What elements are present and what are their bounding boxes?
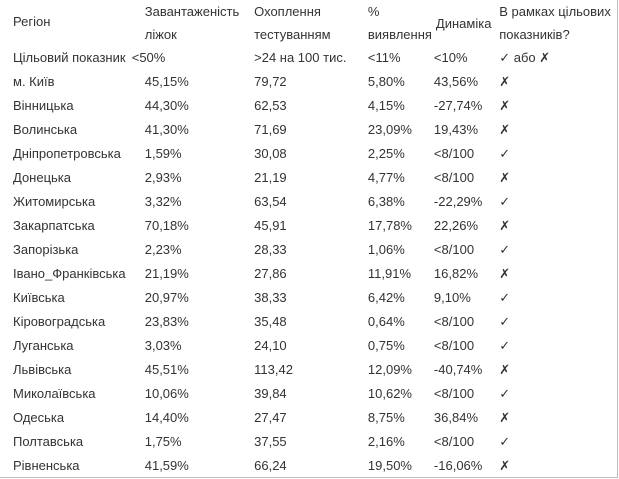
target-label: Цільовий показник (13, 50, 126, 65)
cell-testing: 66,24 (254, 458, 287, 473)
cell-dynamics: 16,82% (433, 266, 479, 281)
cell-testing: 39,84 (254, 386, 287, 401)
cell-region: м. Київ (13, 74, 55, 89)
cell-target: ✓ (499, 338, 511, 353)
cell-region: Рівненська (13, 458, 80, 473)
cell-region: Закарпатська (13, 218, 95, 233)
table-row (0, 454, 617, 478)
cell-region: Кіровоградська (13, 314, 106, 329)
cell-region: Житомирська (13, 194, 96, 209)
cell-region: Запорізька (13, 242, 79, 257)
cell-testing: 113,42 (254, 362, 293, 377)
table-row (0, 142, 617, 166)
table-row (0, 118, 617, 142)
cell-region: Миколаївська (13, 386, 96, 401)
cell-region: Донецька (13, 170, 72, 185)
cell-region: Київська (13, 290, 65, 305)
cell-detection: 10,62% (367, 386, 412, 401)
cell-region: Дніпропетровська (13, 146, 121, 161)
header-dynamics: Динаміка (435, 16, 492, 31)
cell-dynamics: <8/100 (433, 242, 475, 257)
table-row (0, 238, 617, 262)
table-row (0, 190, 617, 214)
table-row (0, 406, 617, 430)
table-row (0, 94, 617, 118)
cell-region: Івано_Франківська (13, 266, 126, 281)
cell-detection: 6,38% (367, 194, 405, 209)
cell-beds: 21,19% (144, 266, 189, 281)
table-row (0, 166, 617, 190)
target-row (0, 46, 617, 70)
cell-beds: 3,03% (144, 338, 182, 353)
cell-dynamics: <8/100 (433, 146, 475, 161)
cell-testing: 24,10 (254, 338, 287, 353)
cell-region: Львівська (13, 362, 72, 377)
cell-region: Одеська (13, 410, 65, 425)
cell-region: Луганська (13, 338, 74, 353)
cell-target: ✓ (499, 146, 511, 161)
table-row (0, 430, 617, 454)
cell-beds: 70,18% (144, 218, 189, 233)
cell-dynamics: 43,56% (433, 74, 479, 89)
cell-target: ✗ (499, 122, 511, 137)
cell-target: ✗ (499, 74, 511, 89)
cell-testing: 62,53 (254, 98, 287, 113)
header-row (0, 0, 617, 46)
cell-target: ✓ (499, 314, 511, 329)
header-region: Регіон (13, 14, 51, 29)
cell-testing: 71,69 (254, 122, 287, 137)
cell-target: ✗ (499, 218, 511, 233)
cell-target: ✓ (499, 434, 511, 449)
cell-testing: 35,48 (254, 314, 287, 329)
cell-testing: 38,33 (254, 290, 287, 305)
cell-testing: 27,47 (254, 410, 287, 425)
target-check: ✓ або ✗ (499, 50, 551, 65)
cell-dynamics: <8/100 (433, 386, 475, 401)
cell-beds: 10,06% (144, 386, 189, 401)
cell-target: ✗ (499, 458, 511, 473)
cell-dynamics: -22,29% (433, 194, 483, 209)
table-row (0, 334, 617, 358)
table-row (0, 214, 617, 238)
cell-dynamics: -27,74% (433, 98, 483, 113)
cell-region: Волинська (13, 122, 78, 137)
cell-detection: 4,15% (367, 98, 405, 113)
cell-target: ✓ (499, 386, 511, 401)
cell-testing: 45,91 (254, 218, 287, 233)
cell-detection: 4,77% (367, 170, 405, 185)
target-beds: <50% (131, 50, 166, 65)
cell-target: ✓ (499, 242, 511, 257)
cell-beds: 45,51% (144, 362, 189, 377)
cell-testing: 79,72 (254, 74, 287, 89)
cell-beds: 2,23% (144, 242, 182, 257)
cell-beds: 14,40% (144, 410, 189, 425)
cell-target: ✓ (499, 194, 511, 209)
cell-detection: 17,78% (367, 218, 412, 233)
cell-beds: 3,32% (144, 194, 182, 209)
cell-dynamics: 36,84% (433, 410, 479, 425)
cell-dynamics: <8/100 (433, 434, 475, 449)
cell-detection: 6,42% (367, 290, 405, 305)
table-row (0, 286, 617, 310)
cell-testing: 28,33 (254, 242, 287, 257)
cell-detection: 11,91% (367, 266, 412, 281)
cell-region: Вінницька (13, 98, 74, 113)
cell-detection: 12,09% (367, 362, 412, 377)
table-row (0, 382, 617, 406)
cell-beds: 41,30% (144, 122, 189, 137)
cell-detection: 2,25% (367, 146, 405, 161)
cell-dynamics: <8/100 (433, 170, 475, 185)
table-row (0, 310, 617, 334)
target-dynamics: <10% (433, 50, 468, 65)
header-testing: Охоплення тестуванням (254, 4, 331, 42)
header-beds: Завантаженість ліжок (144, 4, 240, 42)
cell-beds: 1,75% (144, 434, 182, 449)
cell-detection: 23,09% (367, 122, 412, 137)
cell-target: ✗ (499, 410, 511, 425)
cell-detection: 2,16% (367, 434, 405, 449)
cell-testing: 27,86 (254, 266, 287, 281)
cell-detection: 1,06% (367, 242, 405, 257)
cell-beds: 44,30% (144, 98, 189, 113)
cell-target: ✗ (499, 362, 511, 377)
cell-target: ✗ (499, 98, 511, 113)
cell-testing: 30,08 (254, 146, 287, 161)
table-row (0, 262, 617, 286)
cell-detection: 0,75% (367, 338, 405, 353)
table-row (0, 358, 617, 382)
cell-dynamics: <8/100 (433, 314, 475, 329)
cell-detection: 8,75% (367, 410, 405, 425)
cell-dynamics: 22,26% (433, 218, 479, 233)
cell-dynamics: 19,43% (433, 122, 479, 137)
target-testing: >24 на 100 тис. (254, 50, 347, 65)
header-detection: % виявлення (367, 4, 432, 42)
header-target: В рамках цільових показників? (499, 4, 611, 42)
cell-detection: 19,50% (367, 458, 412, 473)
cell-testing: 37,55 (254, 434, 287, 449)
cell-dynamics: <8/100 (433, 338, 475, 353)
cell-detection: 0,64% (367, 314, 405, 329)
table-row (0, 70, 617, 94)
cell-target: ✓ (499, 290, 511, 305)
cell-beds: 20,97% (144, 290, 189, 305)
cell-testing: 63,54 (254, 194, 287, 209)
target-detection: <11% (367, 50, 401, 65)
cell-beds: 45,15% (144, 74, 189, 89)
cell-region: Полтавська (13, 434, 84, 449)
cell-detection: 5,80% (367, 74, 405, 89)
cell-target: ✗ (499, 266, 511, 281)
cell-beds: 23,83% (144, 314, 189, 329)
cell-beds: 41,59% (144, 458, 189, 473)
cell-beds: 2,93% (144, 170, 182, 185)
cell-dynamics: -40,74% (433, 362, 483, 377)
cell-beds: 1,59% (144, 146, 182, 161)
cell-testing: 21,19 (254, 170, 287, 185)
cell-target: ✗ (499, 170, 511, 185)
cell-dynamics: -16,06% (433, 458, 483, 473)
cell-dynamics: 9,10% (433, 290, 471, 305)
